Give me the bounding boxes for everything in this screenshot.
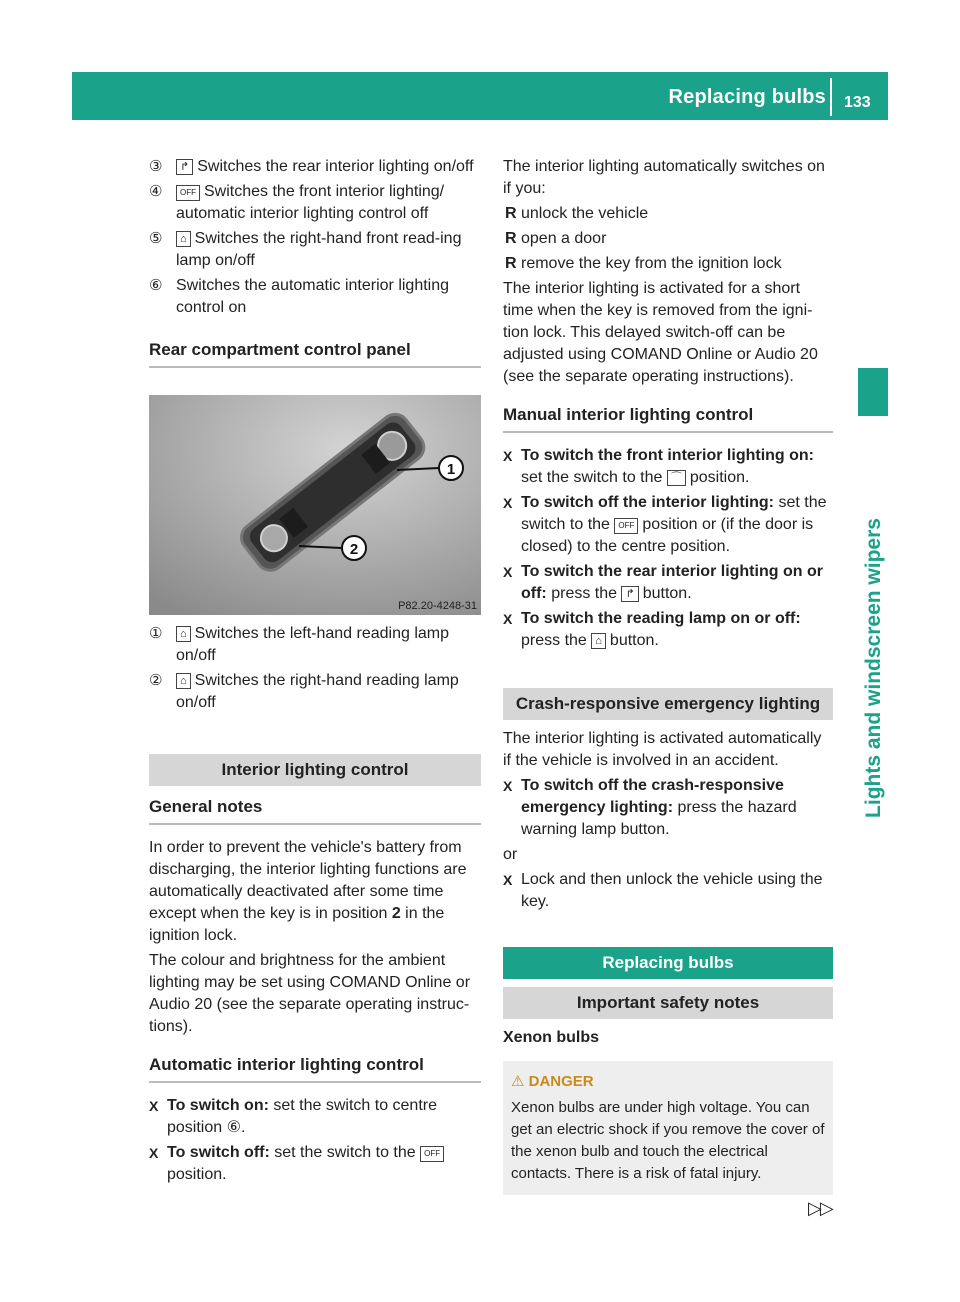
- figure-code: P82.20-4248-31: [398, 600, 477, 612]
- section-band: Interior lighting control: [149, 754, 481, 786]
- list-item: ④ OFF Switches the front interior lighting/ automatic interior lighting control off: [149, 183, 445, 222]
- callout-number: ④: [149, 183, 163, 200]
- list-item: R remove the key from the ignition lock: [503, 253, 833, 275]
- instruction-arrow-icon: X: [503, 448, 513, 464]
- callout-label: 2: [349, 541, 359, 558]
- list-item: R open a door: [503, 228, 833, 250]
- rear-light-icon: ↱: [176, 159, 193, 175]
- instruction: X To switch the front interior lighting on: set the switch to the ⌒ position.: [503, 447, 814, 486]
- control-panel-illustration: [149, 395, 481, 615]
- section-band: Crash-responsive emergency lighting: [503, 688, 833, 720]
- reading-lamp-icon: ⌂: [591, 633, 606, 649]
- header-separator: [830, 78, 832, 116]
- callout-number: ①: [149, 625, 163, 642]
- paragraph: The interior lighting is activated automatically if the vehicle is involved in an accident.: [503, 730, 822, 769]
- list-item: ③ ↱ Switches the rear interior lighting on/off: [149, 156, 481, 178]
- list-item: ① ⌂ Switches the left-hand reading lamp on/off: [149, 625, 450, 664]
- instruction: X To switch off the crash-responsive emergency lighting: press the hazard warning lamp button.: [503, 777, 797, 838]
- paragraph: The interior lighting is activated for a short time when the key is removed from the igni-tion lock. This delayed switch-off can be adjusted using COMAND Online or Audio 20 (see the separate operating instructions).: [503, 280, 818, 385]
- paragraph: The interior lighting automatically switches on if you:: [503, 158, 825, 197]
- paragraph: or: [503, 846, 518, 863]
- paragraph: In order to prevent the vehicle's battery from discharging, the interior lighting functions are automatically deactivated after some time except when the key is in position 2 in the ignition lock.: [149, 839, 467, 944]
- list-item: R unlock the vehicle: [503, 203, 833, 225]
- reading-lamp-icon: ⌂: [176, 673, 191, 689]
- subheading: Xenon bulbs: [503, 1029, 599, 1046]
- instruction: X Lock and then unlock the vehicle using the key.: [503, 871, 823, 910]
- bullet-icon: R: [505, 255, 517, 272]
- section-heading: Rear compartment control panel: [149, 339, 481, 368]
- warning-triangle-icon: ⚠: [511, 1073, 525, 1090]
- instruction: X To switch the rear interior lighting on or off: press the ↱ button.: [503, 563, 823, 602]
- page-title: Replacing bulbs: [668, 86, 826, 108]
- instruction-arrow-icon: X: [503, 611, 513, 627]
- off-switch-icon: OFF: [420, 1146, 444, 1162]
- instruction-arrow-icon: X: [503, 495, 513, 511]
- off-switch-icon: OFF: [176, 185, 200, 201]
- list-item: ② ⌂ Switches the right-hand reading lamp on/off: [149, 672, 459, 711]
- reading-lamp-icon: ⌂: [176, 626, 191, 642]
- section-heading: Automatic interior lighting control: [149, 1054, 481, 1083]
- section-heading: General notes: [149, 796, 481, 825]
- reading-lamp-icon: ⌂: [176, 231, 191, 247]
- front-light-icon: ⌒: [667, 470, 686, 486]
- callout-number: ②: [149, 672, 163, 689]
- list-item: ⑥ Switches the automatic interior lighting control on: [149, 277, 450, 316]
- danger-title: ⚠ DANGER: [511, 1073, 594, 1090]
- paragraph: The colour and brightness for the ambient lighting may be set using COMAND Online or Audio 20 (see the separate operating instruc-tions).: [149, 952, 471, 1035]
- callout-label: 1: [446, 461, 456, 478]
- danger-notice: [503, 1061, 833, 1195]
- chapter-tab-label: Lights and windscreen wipers: [862, 518, 885, 818]
- off-switch-icon: OFF: [614, 518, 638, 534]
- bullet-icon: R: [505, 205, 517, 222]
- section-band: Important safety notes: [503, 987, 833, 1019]
- bullet-icon: R: [505, 230, 517, 247]
- instruction-arrow-icon: X: [503, 778, 513, 794]
- callout-number: ⑥: [149, 277, 163, 294]
- chapter-band: Replacing bulbs: [503, 947, 833, 979]
- chapter-tab-marker: [858, 368, 888, 416]
- section-heading: Manual interior lighting control: [503, 404, 833, 433]
- page-number: 133: [844, 94, 871, 111]
- callout-number: ⑤: [149, 230, 163, 247]
- instruction-arrow-icon: X: [503, 872, 513, 888]
- continue-icon: ▷▷: [808, 1198, 832, 1218]
- instruction: X To switch off: set the switch to the OFFposition.: [149, 1142, 481, 1186]
- right-column: [503, 156, 833, 1195]
- instruction-arrow-icon: X: [503, 564, 513, 580]
- instruction: X To switch off the interior lighting: set the switch to the OFF position or (if the door is closed) to the centre position.: [503, 494, 827, 555]
- instruction: X To switch the reading lamp on or off: press the ⌂ button.: [503, 610, 801, 649]
- callout-number: ③: [149, 158, 163, 175]
- left-column-top: [149, 156, 481, 368]
- instruction: X To switch on: set the switch to centre position ⑥.: [149, 1097, 437, 1136]
- left-column-bottom: [149, 623, 481, 1186]
- rear-light-icon: ↱: [621, 586, 638, 602]
- instruction-arrow-icon: X: [149, 1145, 159, 1161]
- list-item: ⑤ ⌂ Switches the right-hand front read-ing lamp on/off: [149, 230, 462, 269]
- rear-control-panel-photo: [149, 395, 481, 615]
- danger-text: Xenon bulbs are under high voltage. You can get an electric shock if you remove the cover of the xenon bulb and touch the electrical contacts. There is a risk of fatal injury.: [511, 1099, 825, 1182]
- instruction-arrow-icon: X: [149, 1098, 159, 1114]
